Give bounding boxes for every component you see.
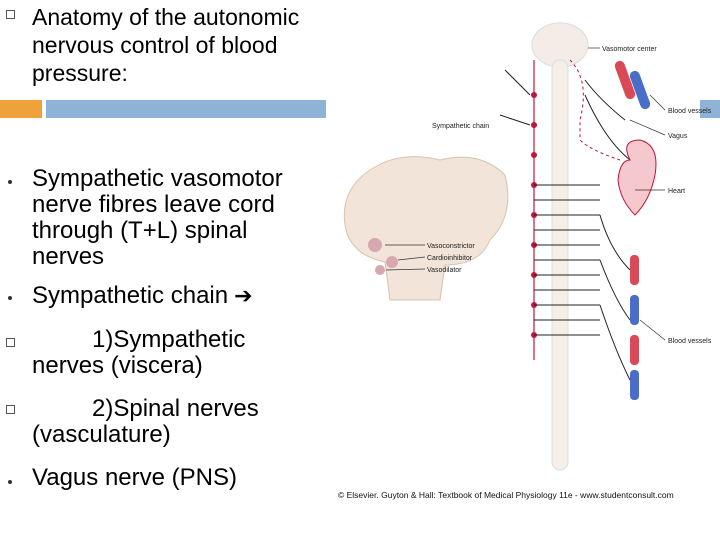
title-accent-bar-blue (46, 100, 326, 118)
title-accent-bar-orange (0, 100, 42, 118)
bullet-line: 1)Sympathetic (92, 326, 246, 353)
blood-vessels-top (613, 59, 651, 110)
label-vagus: Vagus (668, 133, 688, 140)
bullet-vagus: Vagus nerve (PNS) (32, 464, 237, 491)
sympathetic-chain (531, 60, 537, 360)
bullet-sympathetic-nerves (32, 327, 245, 379)
spinal-cord (532, 23, 588, 470)
label-heart: Heart (668, 188, 686, 195)
bullet-anatomy-title: Anatomy of the autonomic nervous control of blood pressure: (32, 4, 300, 86)
autonomic-nervous-system-diagram (330, 0, 720, 510)
brainstem-illustration (344, 157, 508, 300)
square-bullet-icon (6, 405, 15, 414)
blood-vessels-bottom (630, 255, 639, 400)
label-cardioinhibitor: Cardioinhibitor (427, 255, 473, 262)
bullet-line: nerves (viscera) (32, 352, 203, 379)
label-vasomotor-center: Vasomotor center (602, 46, 657, 53)
bullet-vasomotor: Sympathetic vasomotor nerve fibres leave cord through (T+L) spinal nerves (32, 165, 283, 270)
square-bullet-icon (6, 10, 15, 19)
label-vasoconstrictor: Vasoconstrictor (427, 243, 475, 250)
bullet-line: 2)Spinal nerves (92, 395, 259, 422)
dot-bullet-icon (8, 296, 12, 300)
right-arrow-icon: ➔ (234, 283, 253, 308)
bullet-line: (vasculature) (32, 421, 171, 448)
dot-bullet-icon (8, 480, 12, 484)
figure-credit: © Elsevier. Guyton & Hall: Textbook of Medical Physiology 11e - www.studentconsult.com (338, 490, 674, 500)
label-sympathetic-chain: Sympathetic chain (432, 123, 490, 130)
label-blood-vessels-top: Blood vessels (668, 108, 712, 115)
square-bullet-icon (6, 338, 15, 347)
dot-bullet-icon (8, 180, 12, 184)
bullet-sympathetic-chain (32, 283, 253, 309)
label-blood-vessels-bottom: Blood vessels (668, 338, 712, 345)
bullet-spinal-nerves (32, 396, 259, 448)
heart-illustration (618, 140, 656, 215)
bullet-sympathetic-chain-text: Sympathetic chain (32, 282, 229, 309)
label-vasodilator: Vasodilator (427, 267, 462, 274)
